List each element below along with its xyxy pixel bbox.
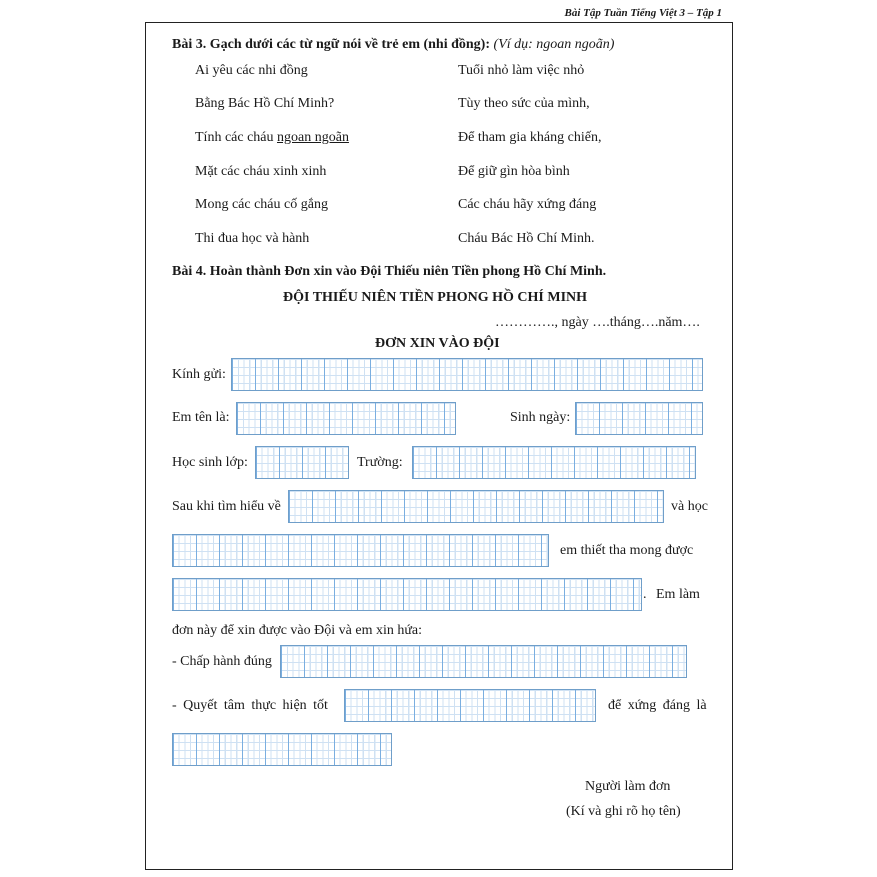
poem-right-line-1: Tuổi nhỏ làm việc nhỏ — [458, 63, 585, 78]
bai3-example-label: Ví dụ — [498, 37, 529, 52]
kinh-gui-label: Kính gửi: — [172, 367, 226, 382]
poem-right-line-5: Các cháu hãy xứng đáng — [458, 197, 597, 212]
quyet-tam-label: - Quyết tâm thực hiện tốt — [172, 698, 328, 713]
underlined-word: ngoan ngoãn — [277, 130, 349, 145]
page-header: Bài Tập Tuần Tiếng Việt 3 – Tập 1 — [564, 7, 722, 19]
poem-left-line-4: Mặt các cháu xinh xinh — [195, 164, 327, 179]
hoc-sinh-lop-label: Học sinh lớp: — [172, 455, 248, 470]
hoc-sinh-lop-writing-grid[interactable] — [255, 446, 349, 479]
em-lam-label: Em làm — [656, 587, 700, 602]
don-nay-line: đơn này để xin được vào Đội và em xin hứa: — [172, 623, 423, 638]
form-title: ĐƠN XIN VÀO ĐỘI — [375, 336, 500, 351]
truong-writing-grid[interactable] — [412, 446, 696, 479]
sau-khi-label: Sau khi tìm hiểu về — [172, 499, 281, 514]
poem-right-line-4: Để giữ gìn hòa bình — [458, 164, 570, 179]
bai3-title-line — [172, 37, 614, 53]
poem-left-line-2: Bằng Bác Hồ Chí Minh? — [195, 96, 335, 111]
sau-khi-writing-grid[interactable] — [288, 490, 664, 523]
poem-left-line-6: Thi đua học và hành — [195, 231, 310, 246]
date-line: …………., ngày ….tháng….năm…. — [495, 315, 700, 330]
poem-right-line-2: Tùy theo sức của mình, — [458, 96, 590, 111]
poem-left-line-3 — [195, 130, 349, 146]
em-ten-la-label: Em tên là: — [172, 410, 230, 425]
chap-hanh-writing-grid[interactable] — [280, 645, 687, 678]
poem-left-line-5: Mong các cháu cố gắng — [195, 197, 328, 212]
poem-right-line-6: Cháu Bác Hồ Chí Minh. — [458, 231, 595, 246]
bai3-title: Bài 3. Gạch dưới các từ ngữ nói về trẻ em (nhi đồng): — [172, 37, 491, 52]
bai3-example-value: : ngoan ngoãn) — [528, 37, 615, 52]
sentence-dot: . — [643, 587, 647, 602]
xung-dang-writing-grid[interactable] — [172, 733, 392, 766]
mong-duoc-writing-grid[interactable] — [172, 578, 642, 611]
sinh-ngay-label: Sinh ngày: — [510, 410, 571, 425]
poem-right-line-3: Để tham gia kháng chiến, — [458, 130, 602, 145]
org-heading: ĐỘI THIẾU NIÊN TIỀN PHONG HỒ CHÍ MINH — [283, 290, 588, 305]
bai4-title: Bài 4. Hoàn thành Đơn xin vào Đội Thiếu niên Tiền phong Hồ Chí Minh. — [172, 264, 607, 279]
chap-hanh-label: - Chấp hành đúng — [172, 654, 272, 669]
bai3-example-open: ( — [493, 37, 499, 52]
nguoi-lam-don: Người làm đơn — [585, 779, 671, 794]
poem-left-line-3-text: Tính các cháu — [195, 130, 278, 145]
kinh-gui-writing-grid[interactable] — [231, 358, 703, 391]
em-ten-la-writing-grid[interactable] — [236, 402, 456, 435]
em-thiet-tha-label: em thiết tha mong được — [560, 543, 694, 558]
truong-label: Trường: — [357, 455, 403, 470]
thiet-tha-writing-grid[interactable] — [172, 534, 549, 567]
poem-left-line-1: Ai yêu các nhi đồng — [195, 63, 308, 78]
de-xung-label: để xứng đáng là — [608, 698, 707, 713]
quyet-tam-writing-grid[interactable] — [344, 689, 596, 722]
ki-ghi-ro-ho-ten: (Kí và ghi rõ họ tên) — [566, 804, 681, 819]
sinh-ngay-writing-grid[interactable] — [575, 402, 703, 435]
va-hoc-label: và học — [671, 499, 708, 514]
